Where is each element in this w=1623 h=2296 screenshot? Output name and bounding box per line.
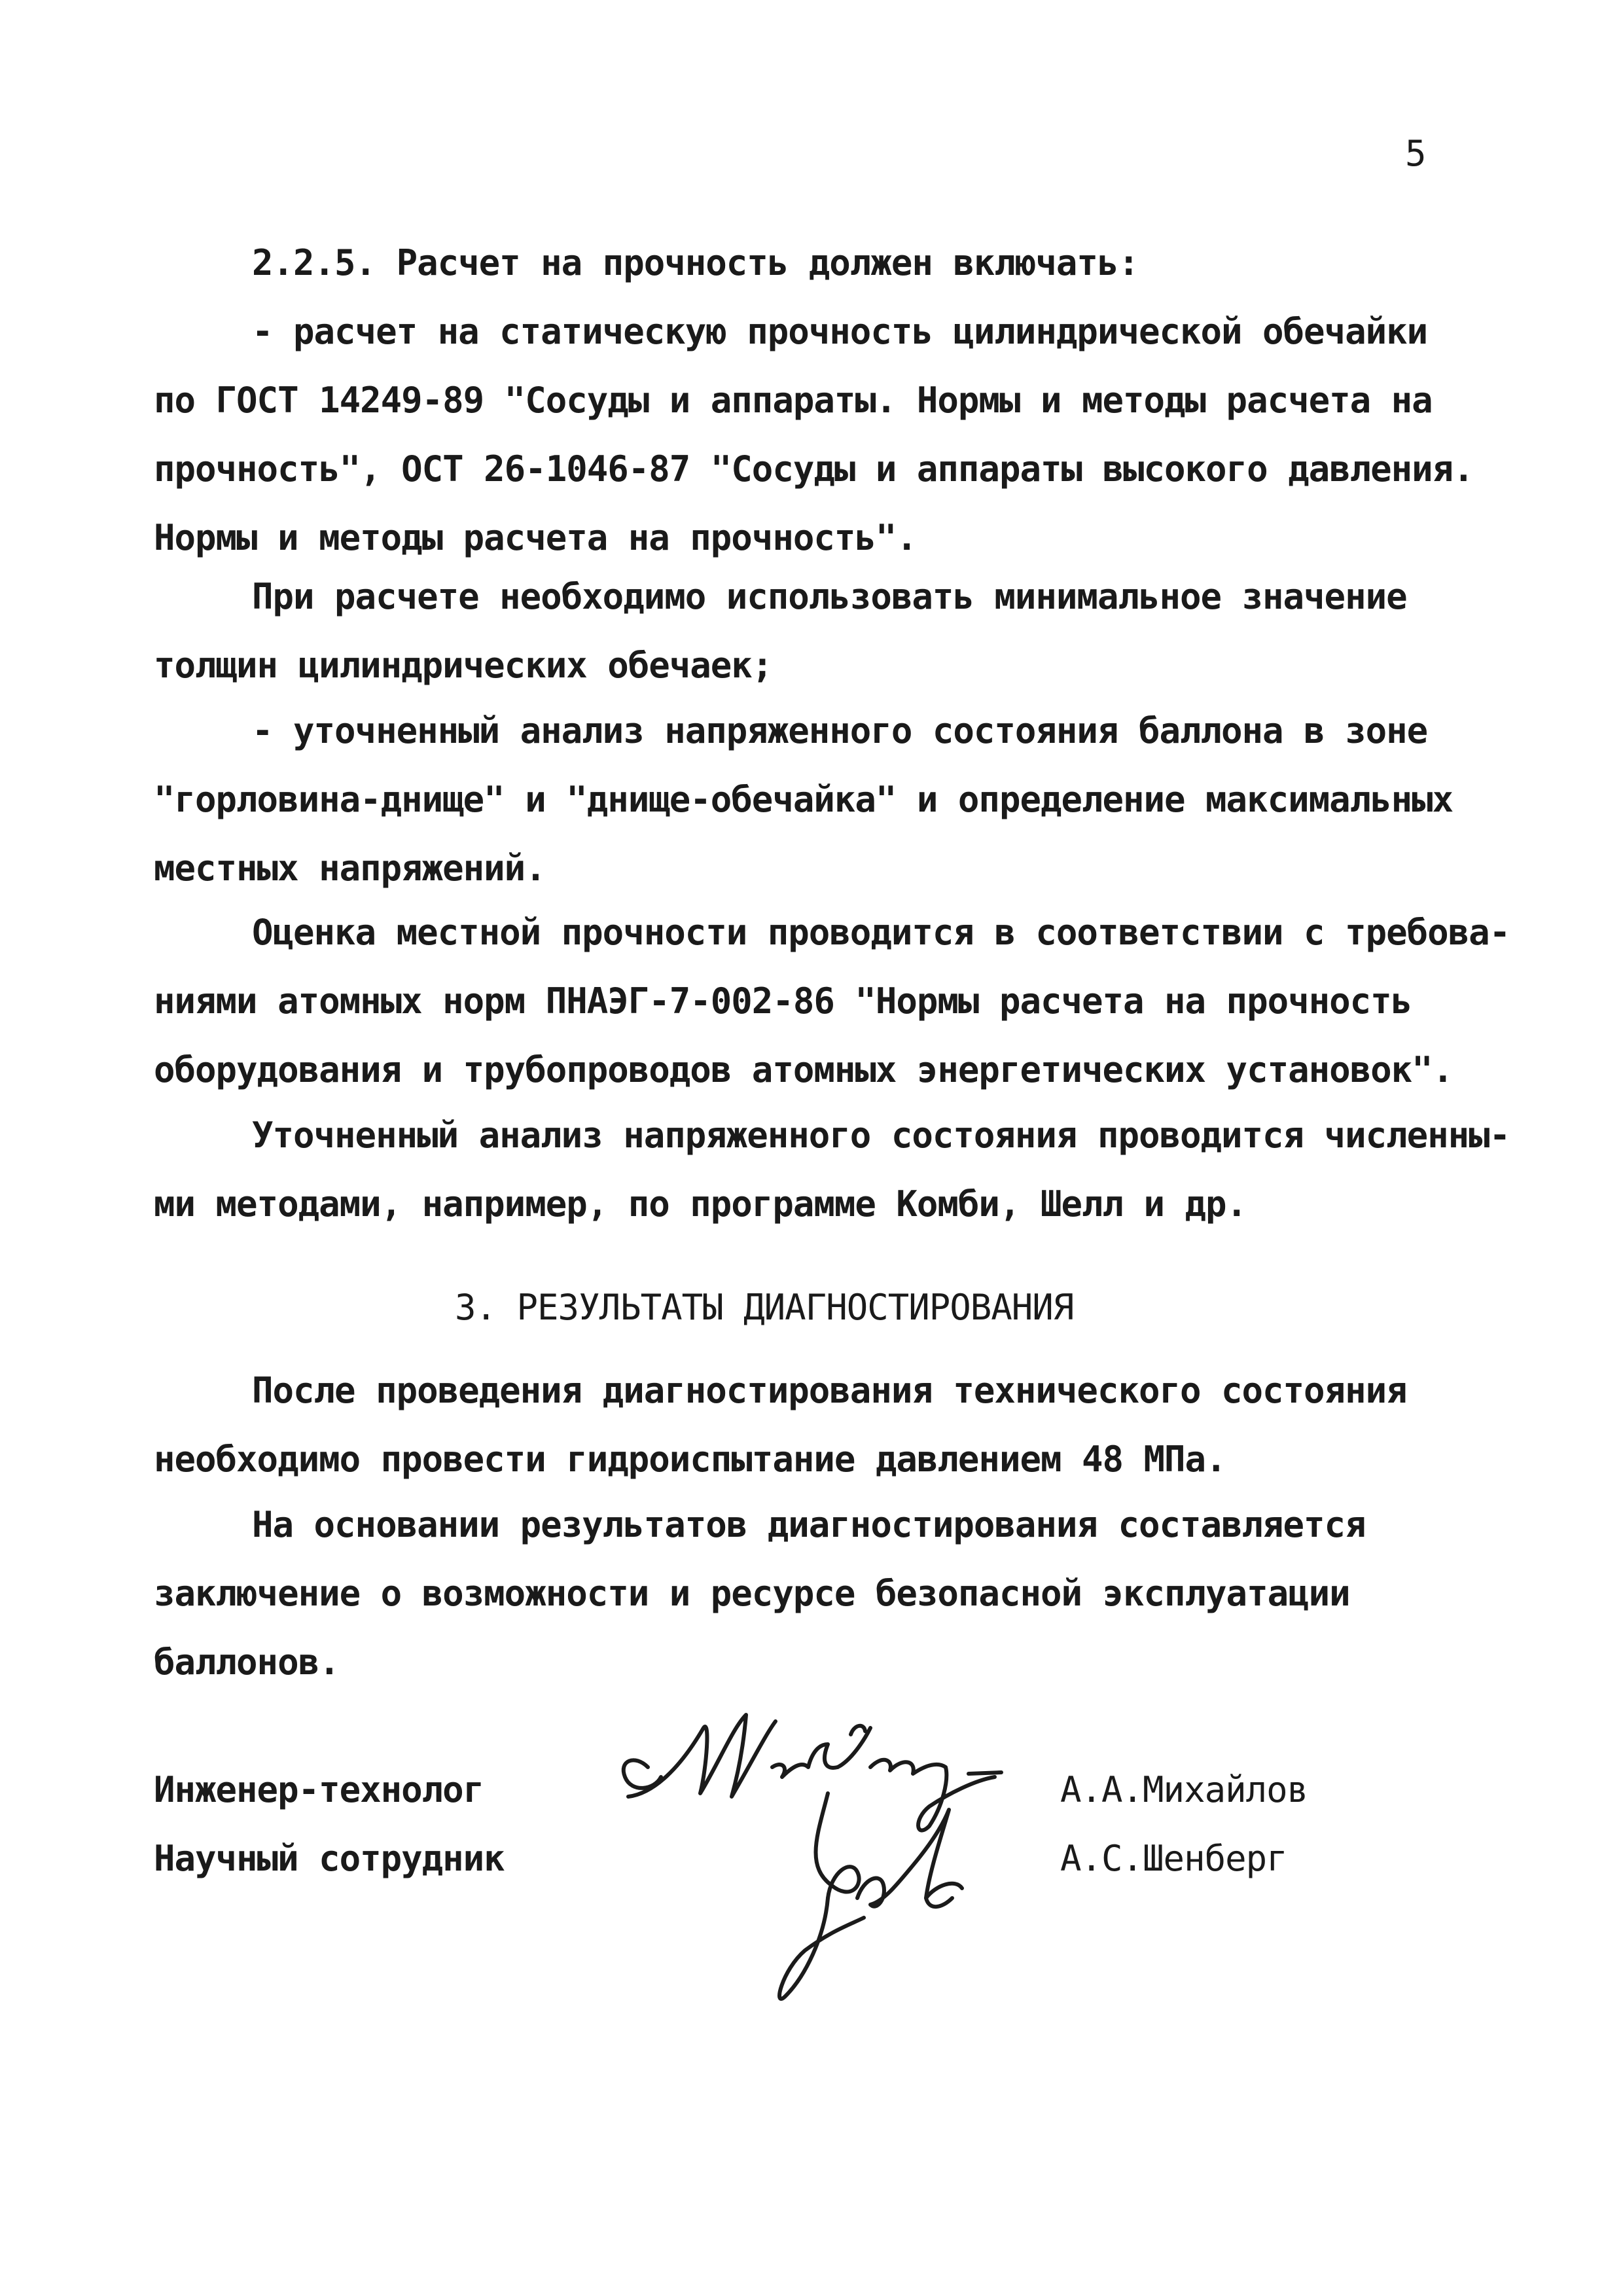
section-2-2-5-line-4: прочность", ОСТ 26-1046-87 "Сосуды и аппараты высокого давления. — [154, 448, 1474, 490]
section-2-2-5-line-7: толщин цилиндрических обечаек; — [154, 645, 773, 686]
signature-mikhailov-stroke-2 — [628, 1715, 776, 1797]
signature-shenberg-stroke-4 — [926, 1884, 962, 1898]
section-2-2-5-line-3: по ГОСТ 14249-89 "Сосуды и аппараты. Нормы и методы расчета на — [154, 380, 1433, 421]
section-3-line-2: необходимо провести гидроиспытание давлением 48 МПа. — [154, 1439, 1226, 1480]
section-2-2-5-line-14: Уточненный анализ напряженного состояния проводится численны- — [252, 1115, 1510, 1156]
signature-shenberg-stroke-1 — [816, 1793, 859, 1898]
signature-mikhailov-stroke-4 — [838, 1726, 870, 1767]
signature-mikhailov-stroke-3 — [772, 1744, 838, 1777]
section-2-2-5-line-12: ниями атомных норм ПНАЭГ-7-002-86 "Нормы расчета на прочность — [154, 980, 1412, 1022]
section-2-2-5-line-11: Оценка местной прочности проводится в соответствии с требова- — [252, 912, 1510, 953]
signatory-2-name: А.С.Шенберг — [1060, 1838, 1287, 1879]
signatory-1-name: А.А.Михайлов — [1060, 1769, 1308, 1810]
section-3-heading: 3. РЕЗУЛЬТАТЫ ДИАГНОСТИРОВАНИЯ — [455, 1287, 1074, 1328]
section-2-2-5-line-9: "горловина-днище" и "днище-обечайка" и определение максимальных — [154, 779, 1454, 820]
section-3-line-4: заключение о возможности и ресурсе безопасной эксплуатации — [154, 1573, 1350, 1614]
section-3-line-5: баллонов. — [154, 1641, 340, 1683]
section-2-2-5-line-8: - уточненный анализ напряженного состояния баллона в зоне — [252, 710, 1428, 751]
signature-mikhailov-underline — [969, 1772, 1001, 1774]
section-3-line-1: После проведения диагностирования технического состояния — [252, 1370, 1407, 1411]
section-3-line-3: На основании результатов диагностирования составляется — [252, 1504, 1366, 1545]
section-2-2-5-line-10: местных напряжений. — [154, 848, 546, 889]
section-2-2-5-line-13: оборудования и трубопроводов атомных энергетических установок". — [154, 1049, 1454, 1090]
section-2-2-5-line-1: 2.2.5. Расчет на прочность должен включать: — [252, 242, 1139, 283]
signature-mikhailov-stroke-5 — [870, 1760, 995, 1831]
signature-mikhailov-stroke-1 — [624, 1760, 661, 1788]
page-number: 5 — [1405, 133, 1427, 174]
section-2-2-5-line-6: При расчете необходимо использовать минимальное значение — [252, 576, 1407, 617]
section-2-2-5-line-2: - расчет на статическую прочность цилиндрической обечайки — [252, 311, 1428, 352]
signature-shenberg-stroke-2 — [779, 1898, 864, 1999]
section-2-2-5-line-5: Нормы и методы расчета на прочность". — [154, 517, 917, 558]
signatory-1-position: Инженер-технолог — [154, 1769, 484, 1810]
signature-shenberg-stroke-3 — [857, 1810, 952, 1907]
signatory-2-position: Научный сотрудник — [154, 1838, 505, 1879]
section-2-2-5-line-15: ми методами, например, по программе Комби, Шелл и др. — [154, 1183, 1247, 1225]
